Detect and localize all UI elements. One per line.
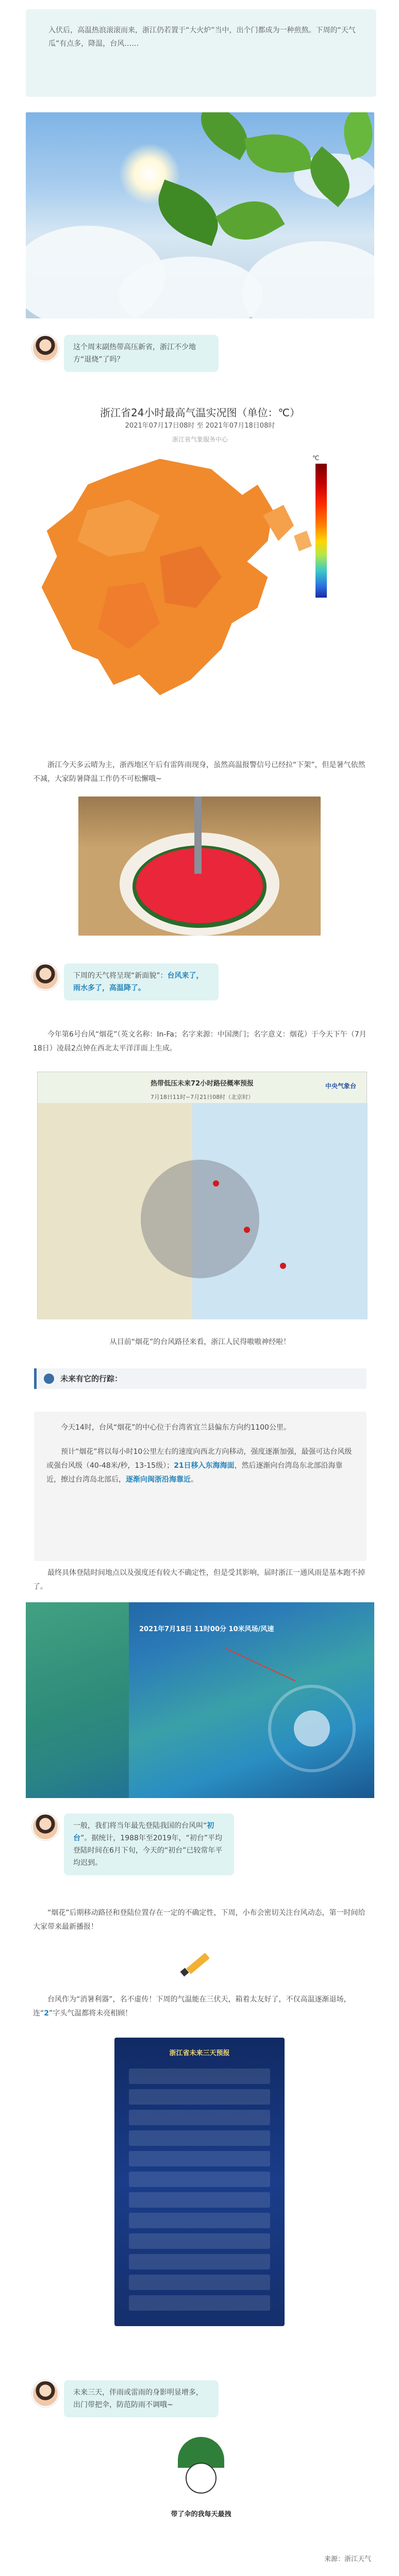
speech-row-4 (32, 2380, 300, 2417)
track-map-title: 热带低压未来72小时路径概率预报 (150, 1080, 254, 1088)
paragraph-5: “烟花”后期移动路径和登陆位置存在一定的不确定性，下周，小布会密切关注台风动态，第一时间给大家带来最新播报！ (33, 1909, 365, 1931)
temperature-legend-bar (315, 464, 327, 598)
track-map-subtitle: 7月18日11时~7月21日08时（北京时） (150, 1094, 254, 1100)
info-highlight-2: 逐渐向闽浙沿海靠近 (126, 1476, 191, 1484)
speech-bubble (64, 335, 219, 372)
legend-unit: ℃ (312, 454, 320, 462)
typhoon-info-box (34, 1412, 367, 1561)
bubble-text: 未来三天，伴雨或雷雨的身影明显增多，出门带把伞，防范防雨不调哦~ (73, 2388, 203, 2409)
editor-credit (26, 2573, 180, 2576)
avatar (32, 335, 59, 362)
forecast-graphic (114, 2038, 285, 2326)
info-p2: 预计“烟花”将以每小时10公里左右的速度向西北方向移动，强度逐渐加强，最强可达台风级或强台风级（40-48米/秒，13-15级）；21日移入东海海面，然后逐渐向台湾岛东北部沿海靠近，擦过台湾岛北部后，逐渐向闽浙沿海靠近。 (46, 1448, 352, 1484)
map-source: 浙江省气象服务中心 (172, 436, 228, 443)
speech-bubble: 一般，我们将当年最先登陆我国的台风叫“初台”。据统计，1988年至2019年，“初台”平均登陆时间在6月下旬，今天的“初台”已较常年平均迟到。 (64, 1814, 234, 1875)
track-map-org: 中央气象台 (325, 1082, 356, 1090)
forecast-title: 浙江省未来三天预报 (169, 2049, 230, 2057)
pin-icon (44, 1374, 54, 1384)
paragraph-6: 台风作为“消暑利器”，名不虚传！下周的气温能在三伏天，箱着太友好了，不仅高温逐渐退场，连“2”字头气温都将未亮相顾！ (33, 1995, 351, 2018)
speech-bubble (64, 963, 219, 1001)
map-title: 浙江省24小时最高气温实况图（单位：℃） (100, 406, 300, 419)
source-credit: 来源：浙江天气 (324, 2555, 371, 2563)
umbrella-meme (155, 2437, 247, 2524)
intro-text: 入伏后，高温热浪滚滚而来，浙江仍若置于“大火炉”当中，出个门都成为一种煎熬。下周的“天气瓜”有点多，降温，台风…… (48, 26, 356, 48)
speech-bubble (64, 2380, 219, 2417)
meme-caption: 带了伞的我每天最拽 (171, 2511, 231, 2518)
info-highlight-1: 21日移入东海海面 (174, 1462, 235, 1470)
temperature-map (26, 402, 374, 752)
section-header (34, 1368, 367, 1389)
paragraph-1: 浙江今天多云晴为主，浙西地区午后有雷阵雨现身，虽然高温报警信号已经拉“下架”，但是暑气依然不减，大家防暑降温工作仍不可松懈哦~ (33, 761, 365, 783)
speech-row-3 (32, 1814, 352, 1875)
map-subtitle: 2021年07月17日08时 至 2021年07月18日08时 (125, 422, 275, 430)
paragraph-2: 今年第6号台风“烟花”（英文名称：In-Fa；名字来源：中国澳门；名字意义：烟花）于今天下午（7月18日）凌晨2点钟在西北太平洋洋面上生成。 (33, 1030, 367, 1053)
bubble-highlight: 初台 (73, 1822, 214, 1842)
bubble-text-pre: 下周的天气将呈现“新面貌”： (73, 972, 168, 980)
bubble-highlight: 台风来了，雨水多了，高温降了。 (73, 972, 204, 992)
paragraph-4: 最终具体登陆时间地点以及强度还有较大不确定性，但是受其影响，届时浙江一通风雨是基本跑不掉了。 (33, 1569, 365, 1591)
paragraph-3: 从目前“烟花”的台风路径来看，浙江人民得嗷嗷神经啦！ (109, 1338, 291, 1346)
speech-row-2 (32, 963, 300, 1001)
wind-field-map (26, 1602, 374, 1798)
avatar (32, 2380, 59, 2407)
speech-row-1 (32, 335, 300, 372)
info-p1: 今天14时，台风“烟花”的中心位于台湾省宜兰县偏东方向约1100公里。 (61, 1423, 291, 1432)
watermelon-image (78, 796, 321, 936)
avatar (32, 1814, 59, 1840)
typhoon-track-map (37, 1072, 367, 1319)
intro-quote-box (26, 9, 376, 97)
para6-highlight: 2 (44, 2009, 49, 2018)
pencil-icon (180, 1947, 211, 1978)
hero-sky-leaves-image (26, 112, 374, 318)
avatar (32, 963, 59, 990)
windmap-label: 2021年7月18日 11时00分 10米风场/风速 (139, 1625, 274, 1633)
section-title: 未来有它的行踪： (60, 1374, 123, 1383)
bubble-text: 这个周末副热带高压新省，浙江不少地方“退烧”了吗？ (73, 343, 196, 364)
